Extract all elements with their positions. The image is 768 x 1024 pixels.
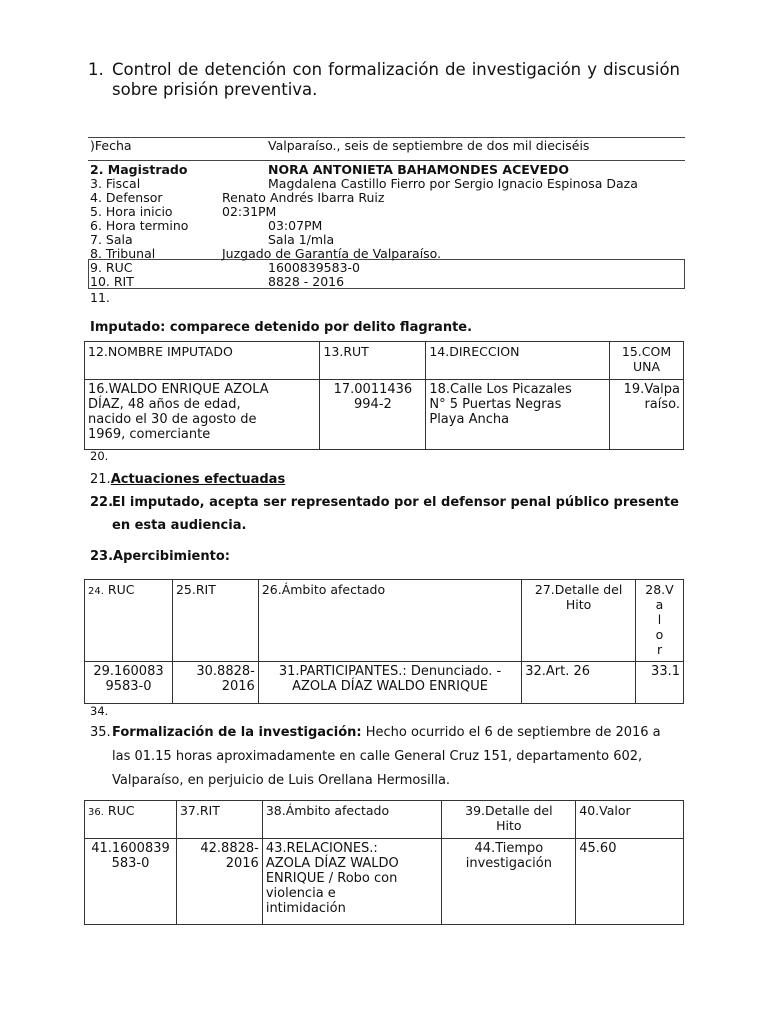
header-left-border <box>88 259 89 288</box>
sala-label: 7. Sala <box>90 232 133 247</box>
line-35-text-a: Hecho ocurrido el 6 de septiembre de 2016 a <box>361 725 661 740</box>
magistrado-value: NORA ANTONIETA BAHAMONDES ACEVEDO <box>268 162 569 177</box>
actuaciones-title: Actuaciones efectuadas <box>110 472 286 487</box>
cell-ruc-3: 41.1600839 583-0 <box>85 839 177 925</box>
formalizacion-title: Formalización de la investigación: <box>112 725 362 740</box>
header-bottom-rule <box>88 288 685 289</box>
col-header-comuna: 15.COM UNA <box>610 342 684 380</box>
col-header-valor: 28.V a l o r <box>636 580 684 662</box>
hora-inicio-value: 02:31PM <box>222 204 277 219</box>
line-23-number: 23. <box>90 549 114 564</box>
cell-ruc: 29.160083 9583-0 <box>85 662 173 704</box>
cell-relaciones: 43.RELACIONES.: AZOLA DÍAZ WALDO ENRIQUE / Robo con violencia e intimidación <box>262 839 442 925</box>
line-22-number: 22. <box>90 495 114 510</box>
heading-number: 1. <box>88 60 104 79</box>
line-22-text-b: en esta audiencia. <box>112 518 247 533</box>
cell-direccion: 18.Calle Los Picazales N° 5 Puertas Negras Playa Ancha <box>426 380 610 450</box>
formalizacion-table <box>84 800 684 925</box>
rit-value: 8828 - 2016 <box>268 274 345 289</box>
col-header-ruc <box>85 580 173 662</box>
cell-participantes: 31.PARTICIPANTES.: Denunciado. - AZOLA DÍAZ WALDO ENRIQUE <box>258 662 521 704</box>
line-23 <box>90 549 230 564</box>
col-header-rut: 13.RUT <box>320 342 426 380</box>
col-header-direccion: 14.DIRECCION <box>426 342 610 380</box>
cell-valor-3: 45.60 <box>576 839 684 925</box>
line-35-text-c: Valparaíso, en perjuicio de Luis Orellana Hermosilla. <box>112 773 451 788</box>
line-35-number: 35. <box>90 725 111 740</box>
tribunal-label: 8. Tribunal <box>90 246 156 261</box>
line-20: 20. <box>90 449 109 463</box>
apercibimiento-table <box>84 579 684 704</box>
header-date-rule <box>88 160 685 161</box>
fiscal-value: Magdalena Castillo Fierro por Sergio Ignacio Espinosa Daza <box>268 176 638 191</box>
col-header-ruc-3 <box>85 801 177 839</box>
cell-tiempo: 44.Tiempo investigación <box>442 839 576 925</box>
defensor-label: 4. Defensor <box>90 190 163 205</box>
cell-rit-3: 42.8828- 2016 <box>176 839 262 925</box>
ruc-value: 1600839583-0 <box>268 260 360 275</box>
tribunal-value: Juzgado de Garantía de Valparaíso. <box>222 246 442 261</box>
apercibimiento-title: Apercibimiento: <box>113 549 230 564</box>
ruc-label: 9. RUC <box>90 260 133 275</box>
col-header-ambito-3: 38.Ámbito afectado <box>262 801 442 839</box>
col-header-detalle-3: 39.Detalle del Hito <box>442 801 576 839</box>
imputado-title: Imputado: comparece detenido por delito flagrante. <box>90 320 473 335</box>
rit-label: 10. RIT <box>90 274 134 289</box>
col-header-ambito: 26.Ámbito afectado <box>258 580 521 662</box>
cell-comuna: 19.Valpa raíso. <box>610 380 684 450</box>
cell-rit: 30.8828- 2016 <box>172 662 258 704</box>
line-21-number: 21. <box>90 472 111 487</box>
magistrado-label: 2. Magistrado <box>90 162 188 177</box>
col-header-detalle: 27.Detalle del Hito <box>522 580 636 662</box>
cell-nombre: 16.WALDO ENRIQUE AZOLA DÍAZ, 48 años de edad, nacido el 30 de agosto de 1969, comerciante <box>85 380 320 450</box>
line-11: 11. <box>90 290 110 305</box>
header-right-border <box>684 259 685 288</box>
col-header-nombre: 12.NOMBRE IMPUTADO <box>85 342 320 380</box>
hora-termino-value: 03:07PM <box>268 218 323 233</box>
hora-inicio-label: 5. Hora inicio <box>90 204 173 219</box>
col-header-valor-3: 40.Valor <box>576 801 684 839</box>
line-35-text-b: las 01.15 horas aproximadamente en calle General Cruz 151, departamento 602, <box>112 749 643 764</box>
imputado-table <box>84 341 684 450</box>
col-header-ruc-3-number: 36. <box>88 807 104 818</box>
cell-rut: 17.0011436 994-2 <box>320 380 426 450</box>
defensor-value: Renato Andrés Ibarra Ruiz <box>222 190 385 205</box>
line-34: 34. <box>90 704 109 718</box>
line-22-text-a: El imputado, acepta ser representado por el defensor penal público presente <box>112 495 679 510</box>
fecha-value: Valparaíso., seis de septiembre de dos mil dieciséis <box>268 138 590 153</box>
line-21 <box>90 472 285 487</box>
cell-detalle: 32.Art. 26 <box>522 662 636 704</box>
fiscal-label: 3. Fiscal <box>90 176 141 191</box>
col-header-rit-3: 37.RIT <box>176 801 262 839</box>
hora-termino-label: 6. Hora termino <box>90 218 189 233</box>
sala-value: Sala 1/mla <box>268 232 335 247</box>
col-header-rit: 25.RIT <box>172 580 258 662</box>
fecha-label: )Fecha <box>90 138 132 153</box>
cell-valor: 33.1 <box>636 662 684 704</box>
heading-text: Control de detención con formalización de investigación y discusión sobre prisión preventiva. <box>112 60 680 99</box>
line-35-line-a <box>112 721 661 745</box>
col-header-ruc-3-label: RUC <box>107 803 135 818</box>
col-header-ruc-number: 24. <box>88 586 104 597</box>
col-header-ruc-label: RUC <box>107 582 135 597</box>
